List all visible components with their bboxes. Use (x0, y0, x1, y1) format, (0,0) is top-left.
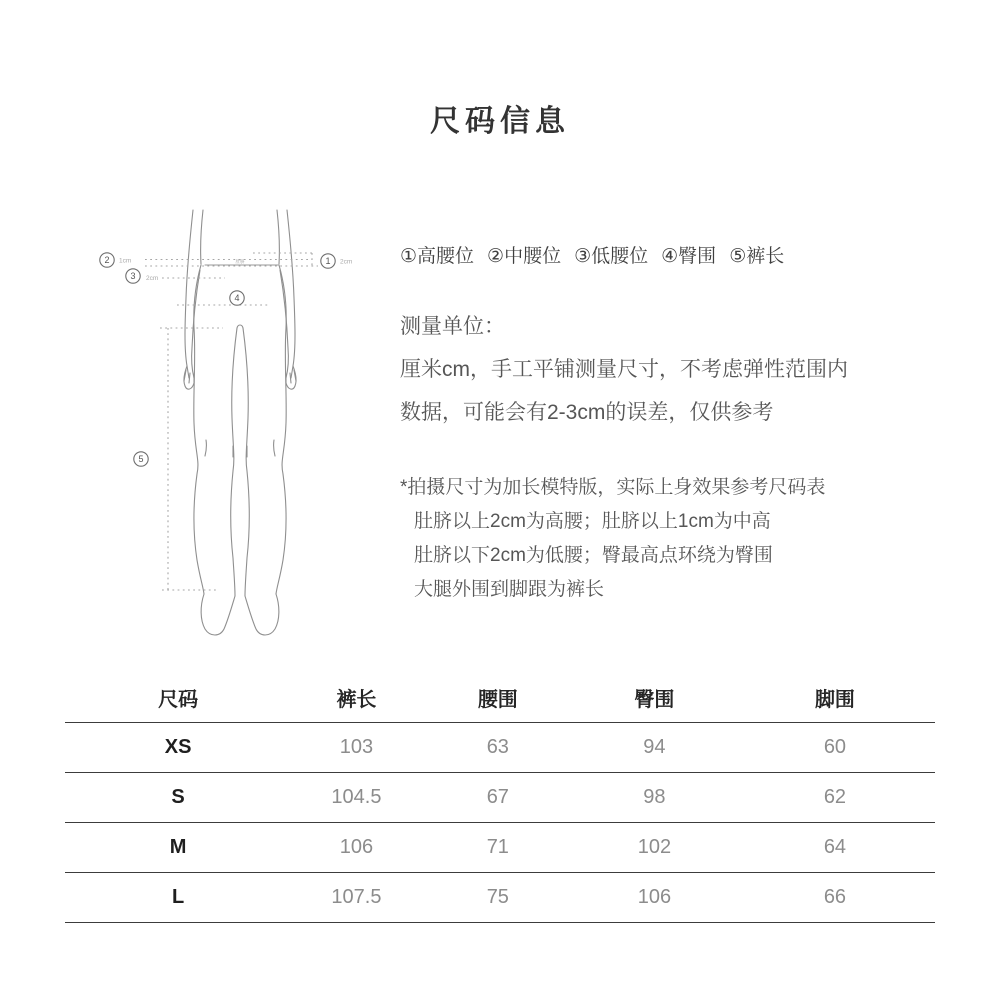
legend-item-high-waist: ①高腰位 (400, 246, 475, 267)
page-title: 尺码信息 (430, 105, 570, 138)
value-cell: 75 (422, 873, 574, 923)
legend-item-pants-length: ⑤裤长 (729, 246, 785, 267)
header-leg-opening: 脚围 (735, 672, 935, 723)
marker-1-number: 1 (325, 256, 331, 267)
measurement-unit-line1: 厘米cm，手工平铺测量尺寸，不考虑弹性范围内 (400, 358, 848, 381)
value-cell: 71 (422, 823, 574, 873)
marker-1 (321, 254, 352, 268)
table-row-l (65, 873, 935, 923)
body-sketch (184, 210, 296, 635)
table-row-s (65, 773, 935, 823)
measurement-unit-block (400, 305, 848, 434)
value-cell: 64 (735, 823, 935, 873)
value-cell: 104.5 (291, 773, 422, 823)
marker-3-number: 3 (130, 271, 136, 282)
header-hip: 臀围 (574, 672, 735, 723)
marker-4-number: 4 (234, 293, 240, 304)
size-cell: XS (65, 723, 291, 773)
measurement-unit-line2: 数据，可能会有2-3cm的误差，仅供参考 (400, 401, 774, 424)
measure-points-legend (400, 241, 797, 268)
note-line1: *拍摄尺寸为加长模特版，实际上身效果参考尺码表 (400, 477, 826, 498)
value-cell: 94 (574, 723, 735, 773)
value-cell: 98 (574, 773, 735, 823)
value-cell: 62 (735, 773, 935, 823)
value-cell: 63 (422, 723, 574, 773)
size-cell: L (65, 873, 291, 923)
legend-item-mid-waist: ②中腰位 (487, 246, 562, 267)
value-cell: 106 (291, 823, 422, 873)
marker-2-number: 2 (104, 255, 110, 266)
table-row-xs (65, 723, 935, 773)
marker-3 (126, 269, 158, 283)
marker-5-number: 5 (138, 454, 144, 465)
measurement-unit-heading: 测量单位： (400, 315, 505, 338)
size-table (65, 672, 935, 923)
notes-block (400, 471, 825, 607)
header-size: 尺码 (65, 672, 291, 723)
size-cell: M (65, 823, 291, 873)
note-line3: 肚脐以下2cm为低腰；臀最高点环绕为臀围 (414, 545, 773, 566)
marker-4 (230, 291, 244, 305)
value-cell: 107.5 (291, 873, 422, 923)
marker-1-cm-label: 2cm (340, 258, 353, 266)
header-waist: 腰围 (422, 672, 574, 723)
note-line2: 肚脐以上2cm为高腰；肚脐以上1cm为中高 (414, 511, 771, 532)
body-measurement-diagram (90, 208, 390, 652)
marker-2 (100, 253, 131, 267)
note-line4: 大腿外围到脚跟为裤长 (414, 579, 605, 600)
waist-navel-tag: 肚脐 (235, 259, 245, 264)
value-cell: 60 (735, 723, 935, 773)
table-row-m (65, 823, 935, 873)
size-cell: S (65, 773, 291, 823)
marker-2-cm-label: 1cm (119, 257, 132, 265)
size-table-header-row (65, 672, 935, 723)
value-cell: 103 (291, 723, 422, 773)
legend-item-low-waist: ③低腰位 (574, 246, 649, 267)
marker-5 (134, 452, 148, 466)
value-cell: 66 (735, 873, 935, 923)
value-cell: 67 (422, 773, 574, 823)
marker-3-cm-label: 2cm (146, 275, 159, 282)
legend-item-hip: ④臀围 (661, 246, 717, 267)
value-cell: 102 (574, 823, 735, 873)
header-pants-length: 裤长 (291, 672, 422, 723)
value-cell: 106 (574, 873, 735, 923)
